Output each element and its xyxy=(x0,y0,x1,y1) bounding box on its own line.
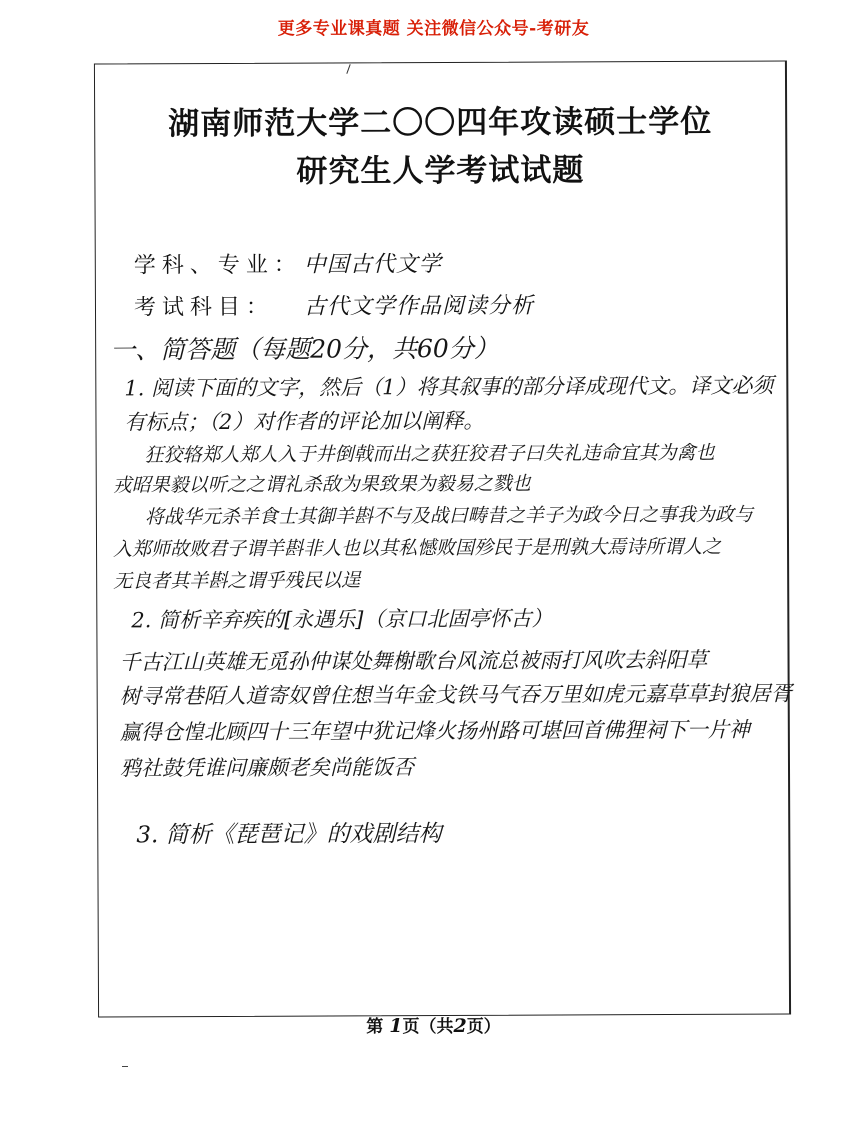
exam-sheet xyxy=(94,60,791,1017)
poem-line: 树寻常巷陌人道寄奴曾住想当年金戈铁马气吞万里如虎元嘉草草封狼居胥 xyxy=(119,681,792,709)
passage-line: 无良者其羊斟之谓乎残民以逞 xyxy=(113,569,361,593)
exam-title-line1: 湖南师范大学二〇〇四年攻读硕士学位 xyxy=(168,103,713,143)
exam-subject-value: 古代文学作品阅读分析 xyxy=(303,293,535,320)
question-3: 3. 简析《琵琶记》的戏剧结构 xyxy=(136,821,442,849)
subject-label: 学科、专业： xyxy=(133,252,302,279)
exam-title-line2: 研究生人学考试试题 xyxy=(296,152,585,190)
exam-subject-label: 考试科目： xyxy=(133,294,275,321)
poem-line: 鸦社鼓凭谁问廉颇老矣尚能饭否 xyxy=(119,755,415,781)
header-banner: 更多专业课真题 关注微信公众号-考研友 xyxy=(277,19,590,39)
question-1-line2: 有标点；（2）对作者的评论加以阐释。 xyxy=(124,408,485,435)
subject-value: 中国古代文学 xyxy=(303,252,442,278)
page-total: 2 xyxy=(453,1015,467,1037)
scan-mark xyxy=(122,1066,128,1067)
question-1-line1: 1. 阅读下面的文字，然后（1）将其叙事的部分译成现代文。译文必须 xyxy=(124,373,774,401)
footer-prefix: 第 xyxy=(366,1017,384,1037)
passage-line: 入郑师故败君子谓羊斟非人也以其私憾败国殄民于是刑孰大焉诗所谓人之 xyxy=(112,535,722,561)
passage-line: 戎昭果毅以听之之谓礼杀敌为果致果为毅易之戮也 xyxy=(112,472,531,497)
passage-line: 将战华元杀羊食士其御羊斟不与及战曰畴昔之羊子为政今日之事我为政与 xyxy=(144,503,753,529)
footer-mid: 页（共 xyxy=(402,1017,454,1037)
footer-suffix: 页） xyxy=(466,1017,501,1037)
section-heading: 一、简答题（每题20分，共60分） xyxy=(110,333,499,365)
exam-subject-row xyxy=(134,289,534,322)
poem-line: 千古江山英雄无觅孙仲谋处舞榭歌台风流总被雨打风吹去斜阳草 xyxy=(119,647,708,675)
question-2: 2. 简析辛弃疾的[永遇乐]（京口北固亭怀古） xyxy=(131,606,553,633)
subject-row xyxy=(134,247,442,279)
page-footer xyxy=(0,1012,867,1037)
poem-line: 赢得仓惶北顾四十三年望中犹记烽火扬州路可堪回首佛狸祠下一片神 xyxy=(119,717,750,745)
page-number: 1 xyxy=(389,1015,403,1037)
passage-line: 狂狡辂郑人郑人入于井倒戟而出之获狂狡君子曰失礼违命宜其为禽也 xyxy=(144,441,715,467)
